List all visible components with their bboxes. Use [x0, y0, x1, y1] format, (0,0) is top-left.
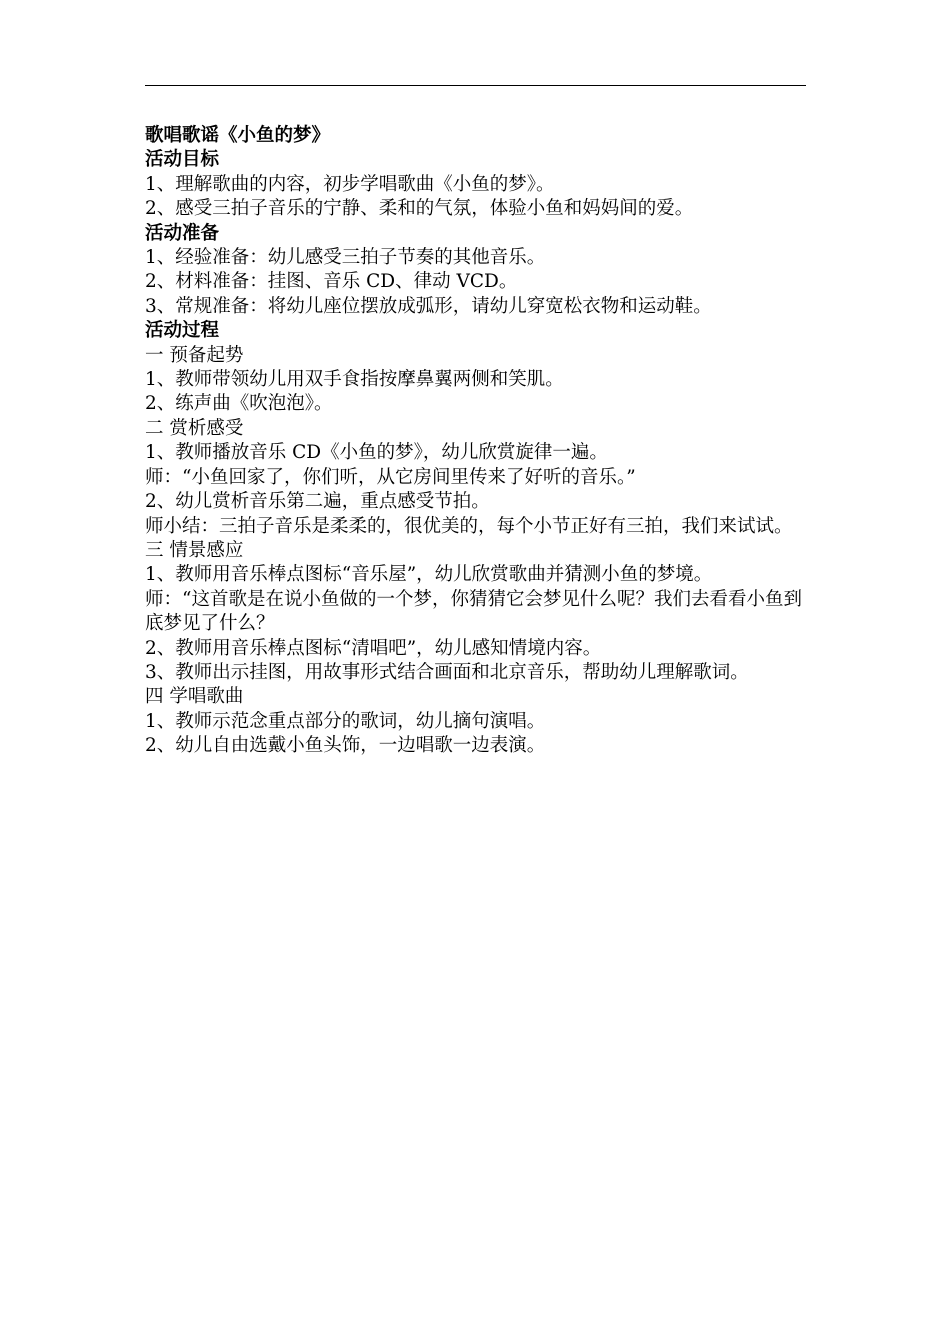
document-title: 歌唱歌谣《小鱼的梦》 — [145, 125, 331, 146]
process-line: 2、幼儿自由选戴小鱼头饰，一边唱歌一边表演。 — [145, 735, 546, 757]
prep-item: 2、材料准备：挂图、音乐 CD、律动 VCD。 — [145, 271, 518, 293]
prep-item: 1、经验准备：幼儿感受三拍子节奏的其他音乐。 — [145, 247, 546, 269]
process-step-heading: 二 赏析感受 — [145, 417, 244, 439]
process-step-heading: 三 情景感应 — [145, 539, 244, 561]
process-line: 1、教师带领幼儿用双手食指按摩鼻翼两侧和笑肌。 — [145, 369, 564, 391]
process-line: 1、教师播放音乐 CD《小鱼的梦》，幼儿欣赏旋律一遍。 — [145, 442, 608, 464]
process-step-heading: 四 学唱歌曲 — [145, 686, 244, 708]
process-line: 师小结：三拍子音乐是柔柔的，很优美的，每个小节正好有三拍，我们来试试。 — [145, 515, 793, 537]
goal-item: 2、感受三拍子音乐的宁静、柔和的气氛，体验小鱼和妈妈间的爱。 — [145, 198, 694, 220]
document-body — [145, 124, 810, 759]
process-line: 2、幼儿赏析音乐第二遍，重点感受节拍。 — [145, 491, 490, 513]
section-heading-prep: 活动准备 — [145, 222, 220, 244]
goal-item: 1、理解歌曲的内容，初步学唱歌曲《小鱼的梦》。 — [145, 173, 555, 195]
section-heading-goals: 活动目标 — [145, 149, 220, 171]
process-line: 3、教师出示挂图，用故事形式结合画面和北京音乐，帮助幼儿理解歌词。 — [145, 661, 749, 683]
process-line: 师：“这首歌是在说小鱼做的一个梦，你猜猜它会梦见什么呢？我们去看看小鱼到底梦见了什么？ — [145, 588, 802, 635]
prep-item: 3、常规准备：将幼儿座位摆放成弧形，请幼儿穿宽松衣物和运动鞋。 — [145, 295, 712, 317]
header-rule — [145, 85, 806, 86]
process-step-heading: 一 预备起势 — [145, 344, 244, 366]
process-line: 1、教师示范念重点部分的歌词，幼儿摘句演唱。 — [145, 710, 546, 732]
process-line: 1、教师用音乐棒点图标“音乐屋”，幼儿欣赏歌曲并猜测小鱼的梦境。 — [145, 564, 713, 586]
process-line: 2、练声曲《吹泡泡》。 — [145, 393, 333, 415]
process-line: 2、教师用音乐棒点图标“清唱吧”，幼儿感知情境内容。 — [145, 637, 602, 659]
process-line: 师：“小鱼回家了，你们听，从它房间里传来了好听的音乐。” — [145, 466, 636, 488]
section-heading-process: 活动过程 — [145, 320, 220, 342]
